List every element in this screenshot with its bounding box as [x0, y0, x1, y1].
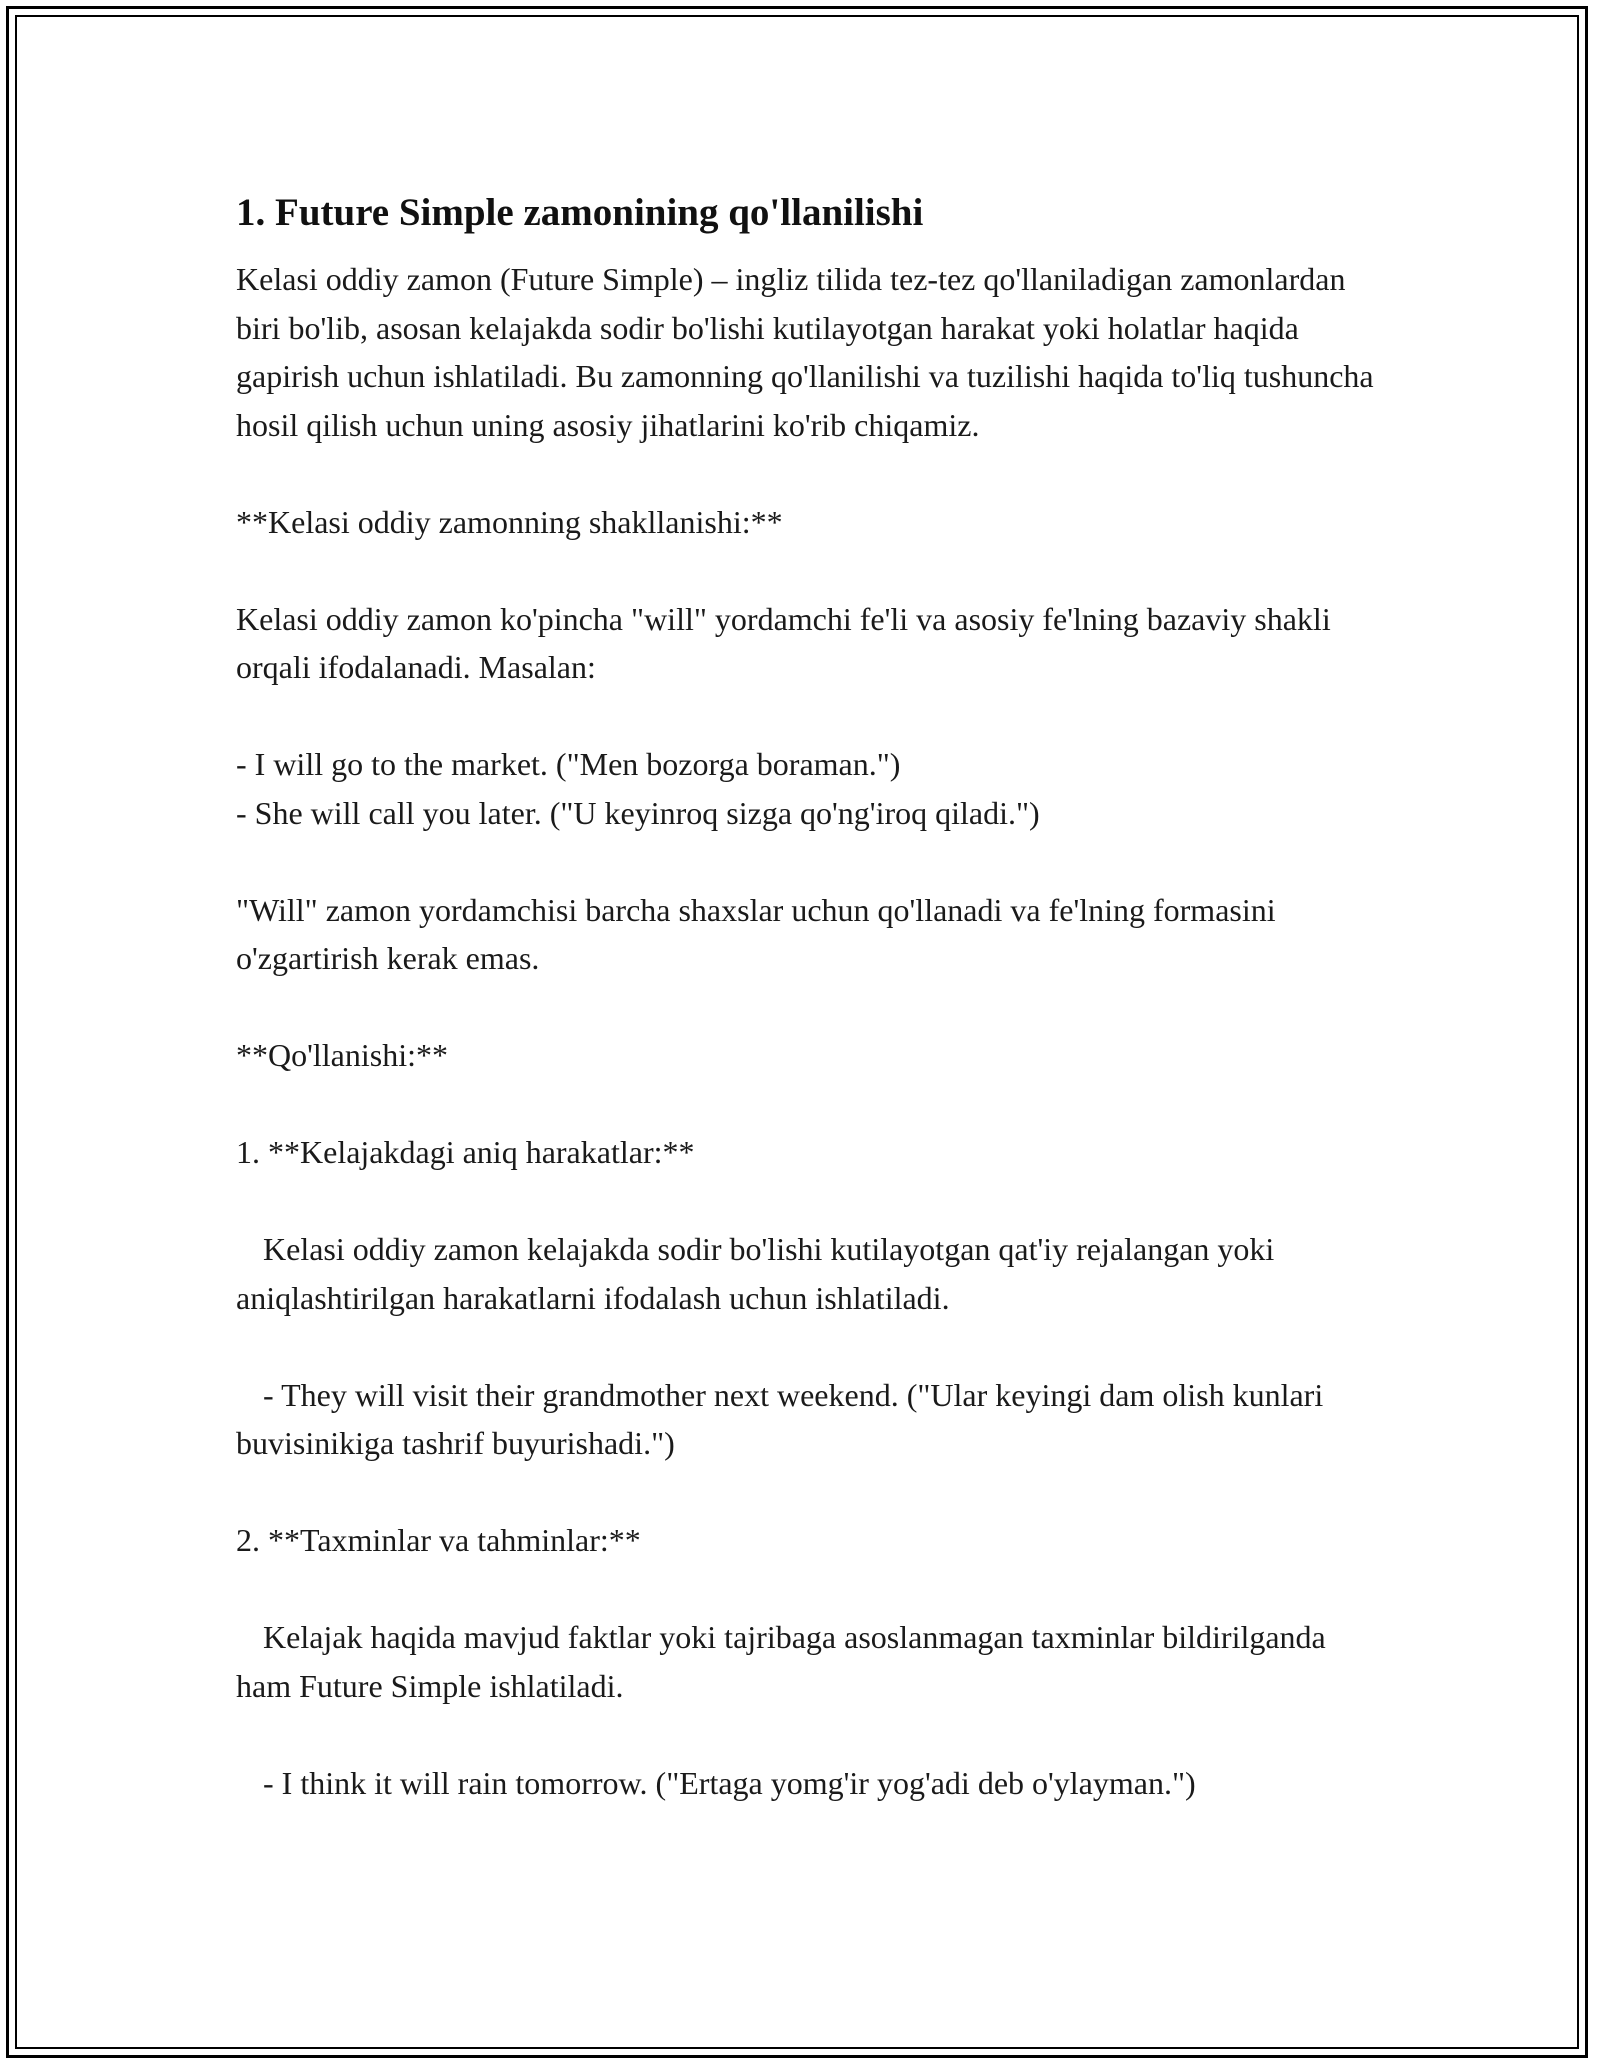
spacer	[236, 546, 1386, 595]
usage-item-text	[236, 1613, 1386, 1710]
usage-item-example-content: - I think it will rain tomorrow. ("Ertaga yomg'ir yog'adi deb o'ylayman.")	[263, 1764, 1196, 1801]
spacer	[236, 1177, 1386, 1226]
usage-item-text-content: Kelasi oddiy zamon kelajakda sodir bo'lishi kutilayotgan qat'iy rejalangan yoki aniqlashtirilgan harakatlarni ifodalash uchun ishlatiladi.	[236, 1231, 1283, 1316]
usage-heading: **Qo'llanishi:**	[236, 1037, 448, 1073]
usage-item-example	[236, 1371, 1386, 1468]
document-body	[236, 185, 1386, 1807]
usage-item-example	[236, 1759, 1386, 1808]
example-line: - I will go to the market. ("Men bozorga boraman.")	[236, 746, 901, 782]
spacer	[236, 983, 1386, 1032]
usage-item-example-content: - They will visit their grandmother next weekend. ("Ular keyingi dam olish kunlari buvisinikiga tashrif buyurishadi.")	[236, 1376, 1332, 1461]
formation-heading: **Kelasi oddiy zamonning shakllanishi:**	[236, 503, 783, 540]
spacer	[236, 1565, 1386, 1614]
intro-paragraph: Kelasi oddiy zamon (Future Simple) – ingliz tilida tez-tez qo'llaniladigan zamonlardan biri bo'lib, asosan kelajakda sodir bo'lishi kutilayotgan harakat yoki holatlar haqida gapirish uchun ishlatiladi. Bu zamonning qo'llanilishi va tuzilishi haqida to'liq tushuncha hosil qilish uchun uning asosiy jihatlarini ko'rib chiqamiz.	[236, 261, 1382, 443]
document-title: 1. Future Simple zamonining qo'llanilishi	[236, 191, 924, 234]
spacer	[236, 837, 1386, 886]
formation-paragraph: Kelasi oddiy zamon ko'pincha "will" yordamchi fe'li va asosiy fe'lning bazaviy shakli orqali ifodalanadi. Masalan:	[236, 600, 1339, 685]
usage-item-heading: 1. **Kelajakdagi aniq harakatlar:**	[236, 1134, 695, 1170]
usage-item-text	[236, 1225, 1386, 1322]
usage-item-heading: 2. **Taxminlar va tahminlar:**	[236, 1522, 641, 1558]
spacer	[236, 692, 1386, 741]
spacer	[236, 1710, 1386, 1759]
will-note-paragraph: "Will" zamon yordamchisi barcha shaxslar uchun qo'llanadi va fe'lning formasini o'zgartirish kerak emas.	[236, 891, 1284, 976]
spacer	[236, 1080, 1386, 1129]
example-line: - She will call you later. ("U keyinroq sizga qo'ng'iroq qiladi.")	[236, 794, 1040, 831]
usage-item-text-content: Kelajak haqida mavjud faktlar yoki tajribaga asoslanmagan taxminlar bildirilganda ham Future Simple ishlatiladi.	[236, 1619, 1334, 1704]
spacer	[236, 449, 1386, 498]
spacer	[236, 1468, 1386, 1517]
spacer	[236, 1322, 1386, 1371]
